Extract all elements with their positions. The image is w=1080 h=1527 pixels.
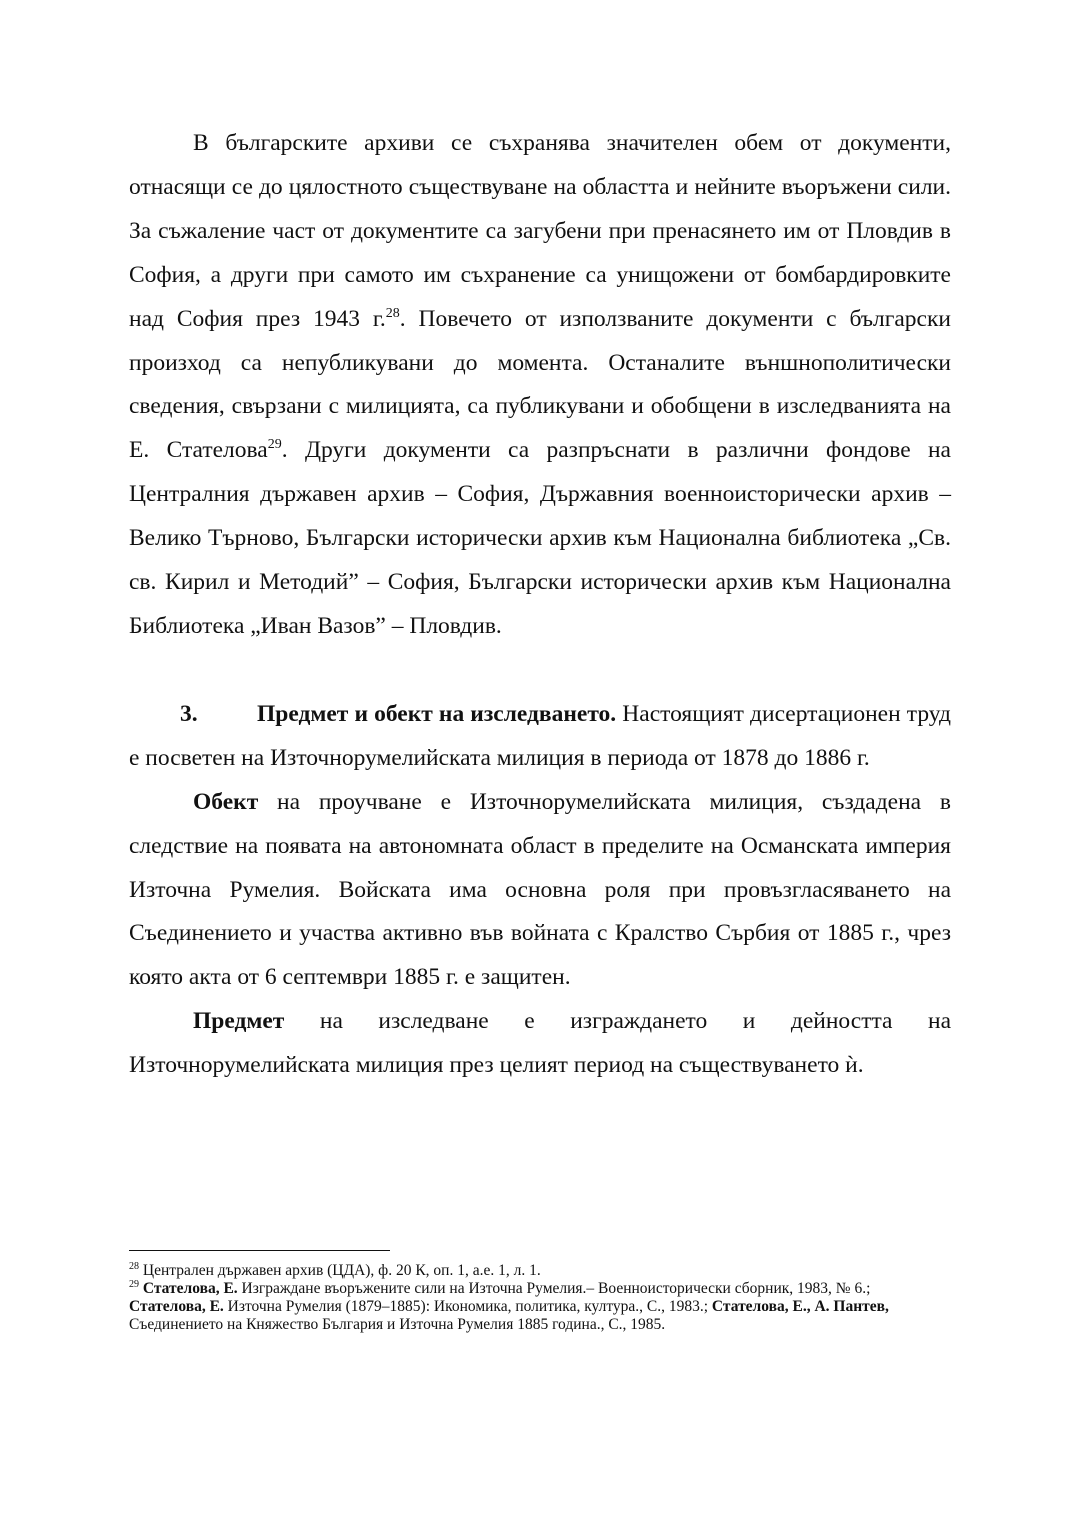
- document-body: [129, 122, 951, 1088]
- footnote-29: $^{29}$ Стателова, Е. Изграждане въоръжените сили на Източна Румелия.– Военноисторически сборник, 1983, № 6.; Стателова, Е. Източна Румелия (1879–1885): Икономика, политика, култура., С., 1983.; Стателова, Е., А. Пантев, Съединението на Княжество България и Източна Румелия 1885 година., С., 1985.: [129, 1278, 889, 1333]
- spacer: [129, 649, 951, 693]
- footnote-separator: [129, 1250, 390, 1251]
- section-3-paragraph: 3. Предмет и обект на изследването. Настоящият дисертационен труд е посветен на Източнорумелийската милиция в периода от 1878 до 1886 г.: [129, 693, 951, 781]
- footnote-ref-28: 28: [385, 305, 400, 321]
- object-paragraph: Обект на проучване е Източнорумелийската милиция, създадена в следствие на появата на автономната област в пределите на Османската империя Източна Румелия. Войската има основна роля при провъзгласяването на Съединението и участва активно във войната с Кралство Сърбия от 1885 г., чрез която акта от 6 септември 1885 г. е защитен.: [129, 788, 951, 991]
- footnote-ref-29: 29: [267, 437, 282, 453]
- section-number: 3.: [180, 700, 198, 727]
- section-title: Предмет и обект на изследването.: [257, 700, 617, 727]
- subject-paragraph: Предмет на изследване е изграждането и дейността на Източнорумелийската милиция през целият период на съществуването ѝ.: [129, 1008, 951, 1079]
- footnotes: [129, 1262, 929, 1334]
- footnote-28: $^{28}$ Централен държавен архив (ЦДА), ф. 20 К, оп. 1, а.е. 1, л. 1.: [129, 1260, 541, 1279]
- object-label: Обект: [193, 788, 259, 815]
- archives-paragraph: В българските архиви се съхранява значителен обем от документи, отнасящи се до цялостното съществуване на областта и нейните въоръжени сили. За съжаление част от документите са загубени при пренасянето им от Пловдив в София, а други при самото им съхранение са унищожени от бомбардировките над София през 1943 г.$^{28}$. Повечето от използваните документи с български произход са непубликувани до момента. Останалите външнополитически сведения, свързани с милицията, са публикувани и обобщени в изследванията на Е. Стателова$^{29}$. Други документи са разпръснати в различни фондове на Централния държавен архив – София, Държавния военноисторически архив – Велико Търново, Български исторически архив към Национална библиотека „Св. св. Кирил и Методий” – София, Български исторически архив към Национална Библиотека „Иван Вазов” – Пловдив.: [129, 130, 951, 639]
- subject-label: Предмет: [193, 1008, 285, 1035]
